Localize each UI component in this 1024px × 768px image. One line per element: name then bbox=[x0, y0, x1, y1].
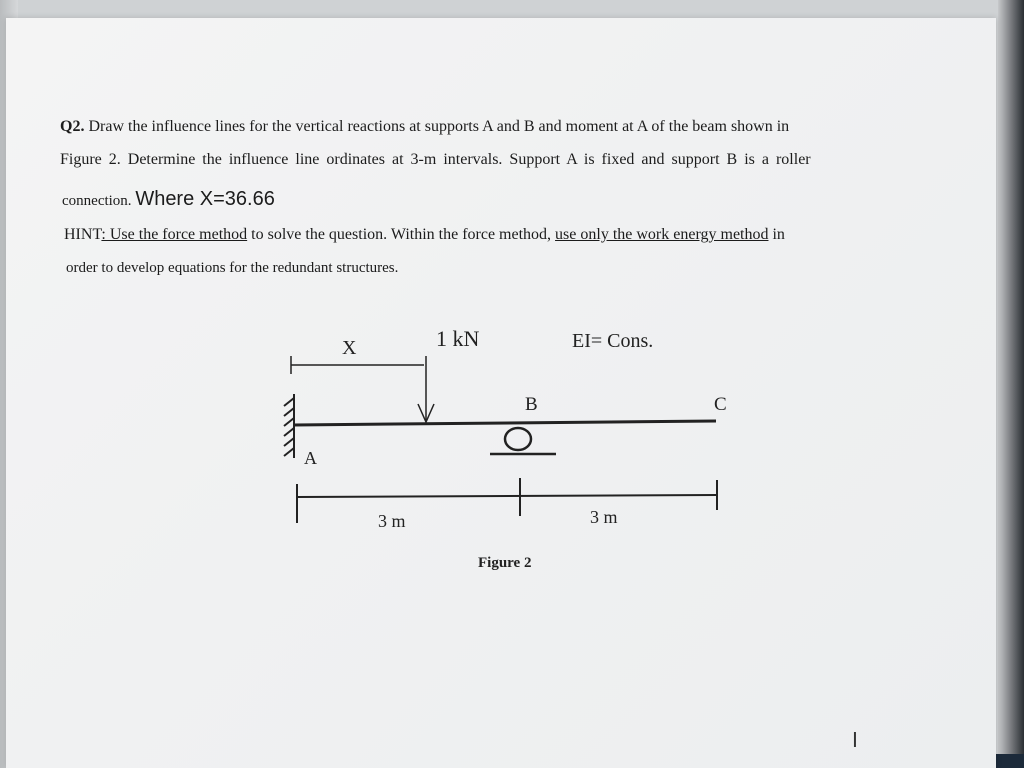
figure-caption: Figure 2 bbox=[478, 555, 532, 571]
hint-work-energy: use only the work energy method bbox=[555, 226, 769, 243]
question-connection-text: connection. bbox=[62, 193, 132, 209]
beam bbox=[294, 421, 716, 425]
x-label: X bbox=[342, 337, 357, 359]
hint-text-mid: to solve the question. Within the force method, bbox=[247, 226, 556, 243]
dim-left-label: 3 m bbox=[378, 511, 406, 531]
ei-label: EI= Cons. bbox=[572, 330, 654, 352]
text-cursor-icon: I bbox=[852, 728, 858, 752]
fixed-support-a bbox=[284, 394, 294, 458]
document-page bbox=[6, 18, 996, 768]
beam-figure bbox=[6, 18, 996, 768]
hint-line-2: order to develop equations for the redundant structures. bbox=[66, 260, 399, 276]
question-line-2: Figure 2. Determine the influence line ordinates at 3-m intervals. Support A is fixed and support B is a roller bbox=[60, 151, 811, 168]
support-a-label: A bbox=[304, 448, 317, 468]
span-dimension-line bbox=[297, 478, 717, 523]
dim-right-label: 3 m bbox=[590, 507, 618, 527]
end-c-label: C bbox=[714, 394, 727, 415]
hint-text-end: in bbox=[768, 226, 785, 243]
support-b-label: B bbox=[525, 394, 538, 415]
x-dimension bbox=[291, 356, 424, 374]
load-label: 1 kN bbox=[436, 326, 480, 351]
roller-support-b bbox=[490, 428, 556, 454]
question-text-1: Draw the influence lines for the vertical reactions at supports A and B and moment at A of the beam shown in bbox=[88, 118, 790, 135]
question-label: Q2. bbox=[60, 118, 85, 135]
hint-force-method: : Use the force method bbox=[101, 226, 248, 243]
hint-label: HINT bbox=[64, 226, 102, 243]
monitor-bezel-right bbox=[998, 0, 1024, 768]
load-arrow bbox=[418, 356, 434, 422]
question-where-value: Where X=36.66 bbox=[135, 188, 275, 210]
